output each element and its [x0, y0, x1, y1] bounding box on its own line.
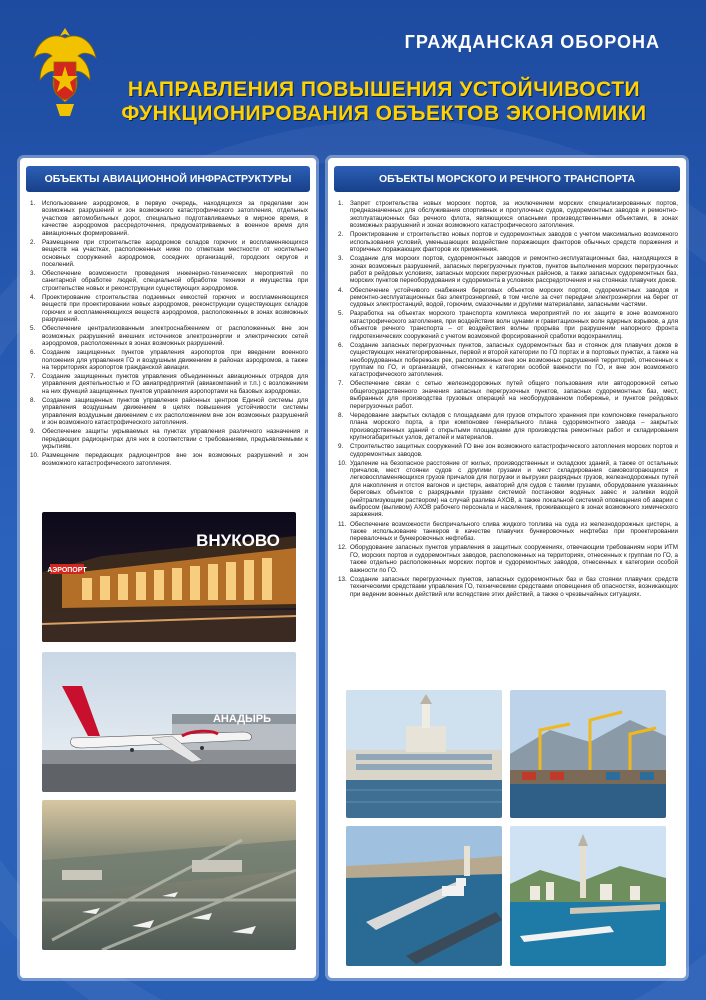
maritime-panel	[328, 158, 686, 978]
list-item: 10. Размещение передающих радиоцентров вне зон возможных разрушений и зон возможного катастрофического затопления.	[30, 452, 308, 467]
list-item: 9. Строительство защитных сооружений ГО вне зон возможного катастрофического затопления морских портов и судоремонтных заводов.	[338, 443, 678, 458]
emblem-icon	[30, 22, 100, 122]
vnukovo-airport-photo	[42, 512, 296, 642]
list-item: 13. Создание запасных перегрузочных пунктов, запасных судоремонтных баз и баз стоянки плавучих средств техническими средствами управления ГО, техническими средствами оповещения об опасностях, возникающих при ведении военных действий или вследствие этих действий, а также о чрезвычайных ситуациях.	[338, 575, 678, 598]
maritime-heading: ОБЪЕКТЫ МОРСКОГО И РЕЧНОГО ТРАНСПОРТА	[334, 166, 680, 192]
anadyr-airport-photo	[42, 652, 296, 792]
aviation-panel	[20, 158, 316, 978]
vnukovo-label: ВНУКОВО	[196, 531, 280, 550]
list-item: 5. Разработка на объектах морского транспорта комплекса мероприятий по их защите в зоне возможного катастрофического затопления, при воздействии волн цунами и гравитационных волн ядерных взрывов, а для объектов речного транспорта – от воздействия волны прорыва при разрушении напорного фронта гидротехнических сооружений с учетом возможной форсированной сработки водохранилищ.	[338, 310, 678, 340]
list-item: 5. Обеспечение централизованным электроснабжением от расположенных вне зон возможных разрушений внешних источников электроэнергии и электрических сетей аэродромов, расположенных в зонах возможных разрушений.	[30, 325, 308, 348]
header	[0, 0, 706, 148]
list-item: 9. Обеспечение защиты укрываемых на пунктах управления различного назначения и передающих радиоцентрах для них в соответствии с требованиями, предъявляемыми к укрытиям.	[30, 428, 308, 451]
list-item: 1. Использование аэродромов, в первую очередь, находящихся за пределами зон возможных разрушений и зон возможного катастрофического затопления, отдельных участков автомобильных дорог, специально подготавливаемых в мирное время, в качестве аэродромов рассредоточения, предусматриваемых в военное время для авиационных формирований.	[30, 200, 308, 237]
list-item: 6. Создание защищенных пунктов управления аэропортов при введении военного положения для управления ГО и воздушным движением в районах аэродромов, а также на территориях аэропортов гражданской авиации.	[30, 349, 308, 371]
airfield-aerial-photo	[42, 800, 296, 950]
title-line-1: НАПРАВЛЕНИЯ ПОВЫШЕНИЯ УСТОЙЧИВОСТИ	[127, 78, 641, 101]
list-item: 3. Обеспечение возможности проведения инженерно-технических мероприятий по санитарной обработке людей, специальной обработке техники и имущества при строительстве новых и реконструкции существующих аэродромов.	[30, 270, 308, 292]
list-item: 3. Создание для морских портов, судоремонтных заводов и ремонтно-эксплуатационных баз, находящихся в зонах возможных разрушений, запасных перегрузочных пунктов, пунктов выполнения морских перегрузочных работ в рейдовых условиях, запасных морских перегрузочных районов, а также запасных судоремонтных баз, морских пунктов переоборудования и судоремонта в условиях рассредоточения и на стоянках плавучих доков.	[338, 255, 678, 285]
cargo-port-cranes-photo	[510, 690, 666, 818]
list-item: 8. Создание защищенных пунктов управления районных центров Единой системы для управления воздушным движением в целях повышения устойчивости системы управления воздушным движением с их расположением вне зон возможных разрушений и зон возможного катастрофического затопления.	[30, 396, 308, 427]
list-item: 2. Размещение при строительстве аэродромов складов горючих и воспламеняющихся веществ на участках, расположенных ниже по отметкам местности от носительно основных сооружений аэродромов, соседних организаций, городских округов и поселений.	[30, 238, 308, 268]
aviation-heading: ОБЪЕКТЫ АВИАЦИОННОЙ ИНФРАСТРУКТУРЫ	[26, 166, 310, 192]
airport-sign: АЭРОПОРТ	[47, 567, 87, 574]
seaport-terminal-photo	[346, 690, 502, 818]
title-line-2: ФУНКЦИОНИРОВАНИЯ ОБЪЕКТОВ ЭКОНОМИКИ	[121, 102, 647, 125]
list-item: 4. Обеспечение устойчивого снабжения береговых объектов морских портов, судоремонтных заводов и ремонтно-эксплуатационных баз электроэнергией, в том числе за счет передачи электроэнергии на берег от судовых электростанций, водой, горючим, смазочными и другими материалами, запасными частями.	[338, 286, 678, 309]
list-item: 7. Обеспечение связи с сетью железнодорожных путей общего пользования или автодорожной сетью общегосударственного значения запасных перегрузочных пунктов, запасных судоремонтных баз, мест, выбранных для производства грузовых операций на необорудованном побережье, и пунктов рейдовых перегрузочных работ.	[338, 380, 678, 410]
maritime-list	[338, 200, 678, 600]
anadyr-label: АНАДЫРЬ	[212, 713, 272, 725]
aviation-list	[30, 200, 308, 469]
list-item: 2. Проектирование и строительство новых портов и судоремонтных заводов с учетом максимально возможного использования условий, уменьшающих воздействие поражающих факторов обычных средств поражения и вторичных поражающих факторов их применения.	[338, 231, 678, 254]
list-item: 11. Обеспечение возможности беспричального слива жидкого топлива на суда из железнодорожных цистерн, а также использование танкеров в качестве плавучих бункеровочных нефтебаз при проектировании перевалочных и бункеровочных нефтебаз.	[338, 520, 678, 543]
list-item: 7. Создание защищенных пунктов управления объединенных авиационных отрядов для управления деятельностью и ГО авиапредприятий (авиакомпаний и т.п.) с возложением на них функций защищенных пунктов управления аэропортами на базовых аэродромах.	[30, 373, 308, 395]
list-item: 6. Создание запасных перегрузочных пунктов, запасных судоремонтных баз и стоянок для плавучих доков в существующих некатегорированных, первой и второй категории по ГО портах и в портовых пунктах, а также на необорудованных побережьях рек, расположенных вне зон возможных разрушений территорий, отнесенных к группам по ГО, и организаций, отнесенных к категории особой важности по ГО, и вне зон возможного катастрофического затопления.	[338, 341, 678, 379]
list-item: 10. Удаление на безопасное расстояние от жилых, производственных и складских зданий, а также от остальных причалов, мест стоянки судов с другими грузами и мест складирования самовозгорающихся и легковоспламеняющихся грузов причалов для погрузки и выгрузки разрядных грузов, железнодорожных путей для накопления и отстоя вагонов и цистерн, акваторий для судов с такими грузами, оборудование указанных береговых объектов с разрядными грузами системой постановки водяных завес и заливки водой (нейтрализующим раствором) на случай разлива АХОВ, а также локальной системой оповещения об аварии с выбросом (выливом) АХОВ рабочего персонала и населения, проживающего в зонах возможного химического заражения.	[338, 459, 678, 519]
list-item: 12. Оборудование запасных пунктов управления в защитных сооружениях, отвечающим требованиям норм ИТМ ГО, морских портов и судоремонтных заводов, расположенных на территориях, отнесенных к группам по ГО, а также отдельно расположенных морских портов и судоремонтных заводов, отнесенных к категории особой важности по ГО.	[338, 544, 678, 574]
list-item: 4. Проектирование строительства подземных емкостей горючих и воспламеняющихся веществ при проектировании новых аэродромов, реконструкции существующих складов горючих и воспламеняющихся веществ аэродромов, расположенных в зонах возможных разрушений.	[30, 293, 308, 324]
page-title	[104, 78, 664, 126]
organization-title: ГРАЖДАНСКАЯ ОБОРОНА	[404, 32, 660, 52]
coastal-city-port-photo	[510, 826, 666, 966]
list-item: 8. Чередование закрытых складов с площадками для грузов открытого хранения при компоновке генерального плана морского порта, а при компоновке генерального плана судоремонтного завода – закрытых производственных зданий с открытыми площадками для производства ремонтных работ и складирования крупногабаритных узлов, деталей и материалов.	[338, 411, 678, 441]
list-item: 1. Запрет строительства новых морских портов, за исключением морских специализированных портов, предназначенных для обслуживания спортивных и прогулочных судов, судоремонтных заводов и ремонтно-эксплуатационных баз речного флота, являющихся опасными производственными объектами, в зонах возможных разрушений и зонах возможного катастрофического затопления.	[338, 200, 678, 230]
harbor-ships-photo	[346, 826, 502, 966]
